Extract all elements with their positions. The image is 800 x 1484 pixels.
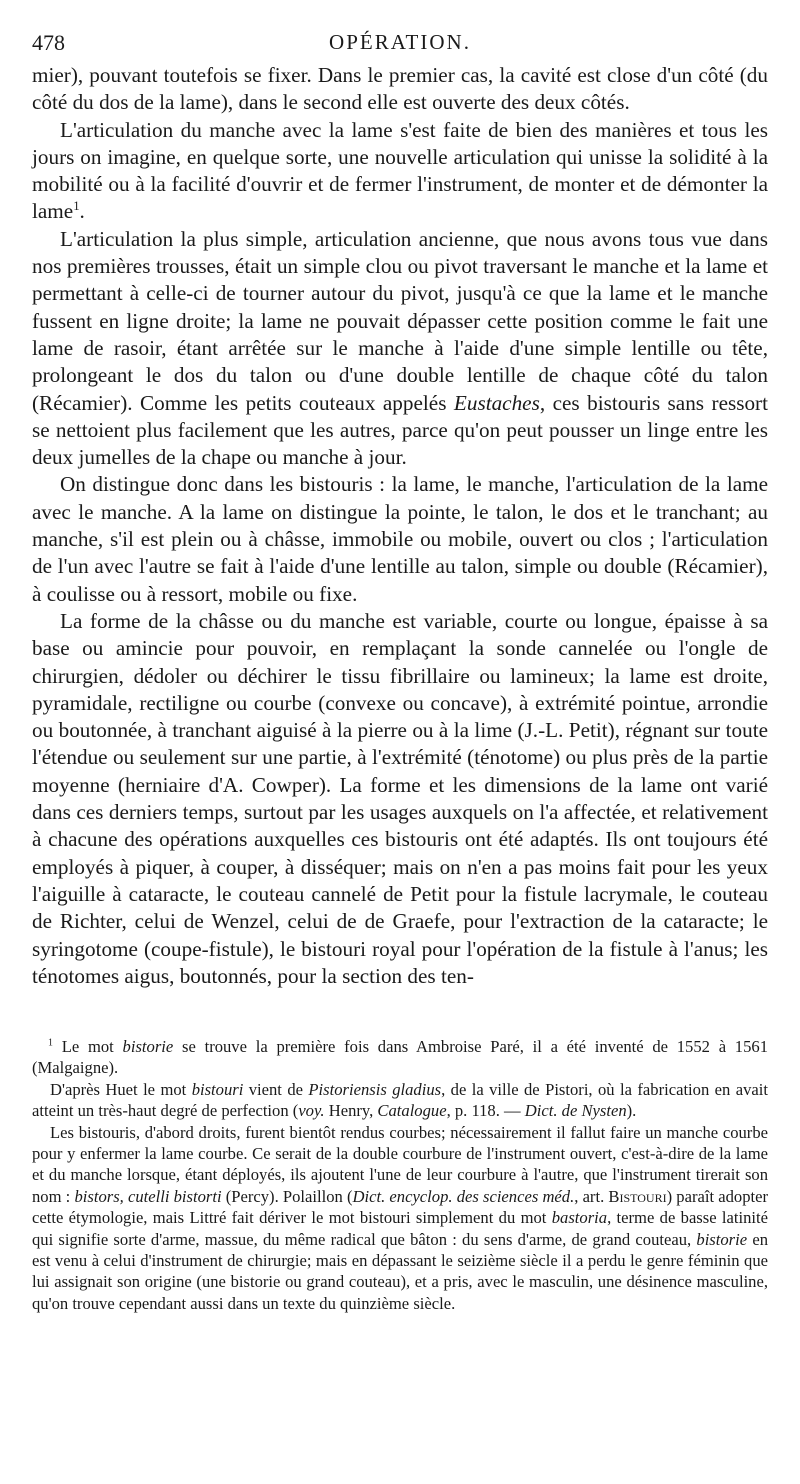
italic-term: Eustaches <box>453 390 540 415</box>
paragraph-text: L'articulation du manche avec la lame s'est faite de bien des manières et tous les jours on imagine, en quelque sorte, une nouvelle articulation qui unisse la solidité à la mobilité ou à la facilité d'ouvrir et de fermer l'instrument, de monter et de démonter la lame <box>32 117 768 224</box>
italic-term: Dict. de Nysten <box>524 1101 627 1121</box>
footnote-mark: 1 <box>48 1037 53 1049</box>
footnote-text: Les bistouris, d'abord droits, furent bientôt rendus courbes; nécessairement il fallut faire un manche courbe pour y enfermer la lame courbe. Ce serait de la double courbure de l'instrument ouvert, c'est-à-dire de la lame et du manche lorsque, étant déployés, ils ajoutent l'une de leur courbure à l'autre, que l'instrument tirerait son nom : <box>32 1122 768 1206</box>
footnotes <box>32 1036 768 1314</box>
running-head: OPÉRATION. <box>329 30 471 54</box>
italic-term: bistorie <box>696 1229 748 1249</box>
paragraph-distinctions: On distingue donc dans les bistouris : la lame, le manche, l'articulation de la lame avec le manche. A la lame on distingue la pointe, le talon, le dos et le tranchant; au manche, s'il est plein ou à châsse, immobile ou mobile, ouvert ou clos ; l'articulation de l'un avec l'autre se fait à l'aide d'une lentille au talon, simple ou double (Récamier), à coulisse ou à ressort, mobile ou fixe. <box>32 472 768 606</box>
italic-term: bistors, cutelli bistorti <box>74 1186 222 1206</box>
paragraph-end: . <box>79 199 85 224</box>
small-caps-term: Bistouri <box>608 1186 667 1206</box>
footnote-text: Le mot <box>52 1037 123 1056</box>
footnote-text: , terme de basse latinité qui signifie sorte d'arme, massue, du même radical que bâton : du sens d'arme, de grand couteau, <box>32 1208 768 1249</box>
paragraph-forms: La forme de la châsse ou du manche est variable, courte ou longue, épaisse à sa base ou amincie pour pouvoir, en remplaçant la sonde cannelée ou l'ongle de chirurgien, dédoler ou déchirer le tissu fibrillaire ou lamineux; la lame est droite, pyramidale, rectiligne ou courbe (convexe ou concave), à extrémité pointue, arrondie ou boutonnée, à tranchant aiguisé à la pierre ou à la lime (J.-L. Petit), régnant sur toute l'étendue ou seulement sur une partie, à l'extrémité (ténotome) ou plus près de la partie moyenne (herniaire d'A. Cowper). La forme et les dimensions de la lame ont varié dans ces derniers temps, surtout par les usages auxquels on l'a affectée, et relativement à chacune des opérations auxquelles ces bistouris ont été adaptés. Ils ont toujours été employés à piquer, à couper, à disséquer; mais on n'en a pas moins fait pour les yeux l'aiguille à cataracte, le couteau cannelé de Petit pour la fistule lacrymale, le couteau de Richter, celui de Wenzel, celui de de Graefe, pour l'extraction de la cataracte; le syringotome (coupe-fistule), le bistouri royal pour l'opération de la fistule à l'anus; les ténotomes aigus, boutonnés, pour la section des ten- <box>32 608 768 988</box>
footnote-text: vient de <box>243 1079 309 1099</box>
footnote-text: , p. 118. — <box>446 1101 525 1121</box>
footnote-text: (Percy). Polaillon ( <box>221 1186 353 1206</box>
footnote-huet <box>32 1079 768 1122</box>
italic-term: Catalogue <box>377 1101 447 1121</box>
italic-term: bistouri <box>191 1079 244 1099</box>
footnote-text: se trouve la première fois dans Ambroise Paré, il a été inventé de 1552 à 1561 (Malgaigne). <box>32 1037 768 1078</box>
page-number: 478 <box>32 30 65 55</box>
paragraph-articulation <box>32 117 768 226</box>
footnote-etymology <box>32 1122 768 1315</box>
page-header <box>32 30 768 60</box>
italic-term: Dict. encyclop. des sciences méd. <box>352 1186 575 1206</box>
italic-term: bastoria <box>551 1208 608 1228</box>
footnote-text: D'après Huet le mot <box>50 1079 192 1099</box>
main-text <box>32 62 768 990</box>
paragraph-text: L'articulation la plus simple, articulation ancienne, que nous avons tous vue dans nos premières trousses, était un simple clou ou pivot traversant le manche et la lame et permettant à celle-ci de tourner autour du pivot, jusqu'à ce que la lame et le manche fussent en ligne droite; la lame ne pouvait dépasser cette position comme le fait une lame de rasoir, étant arrêtée sur le manche à l'aide d'une simple lentille ou tête, prolongeant le dos du talon ou d'une double lentille de chaque côté du talon (Récamier). Comme les petits couteaux appelés <box>32 226 768 415</box>
footnote-text: Henry, <box>324 1101 378 1121</box>
footnote-text: , art. <box>574 1186 609 1206</box>
italic-term: voy. <box>298 1101 325 1121</box>
footnote-text: ). <box>626 1101 637 1121</box>
italic-term: Pistoriensis gladius <box>308 1079 442 1099</box>
footnote-ref: 1 <box>73 199 80 214</box>
footnote-text: ) paraît adopter cette étymologie, mais Littré fait dériver le mot bistouri simplement du mot <box>32 1186 768 1228</box>
footnote-text: , de la ville de Pistori, où la fabrication en avait atteint un très-haut degré de perfection ( <box>32 1079 768 1121</box>
paragraph-text: , ces bistouris sans ressort se nettoient plus facilement que les autres, parce qu'on peut pousser un linge entre les deux jumelles de la chape ou manche à jour. <box>32 390 768 470</box>
footnote-1 <box>32 1036 768 1079</box>
footnote-text: en est venu à celui d'instrument de chirurgie; mais en dépassant le seizième siècle il a perdu le genre féminin que lui assignait son origine (une bistorie ou grand couteau), et a pris, avec le masculin, une désinence masculine, qu'on trouve cependant aussi dans un texte du quinzième siècle. <box>32 1229 768 1313</box>
italic-term: bistorie <box>122 1037 174 1056</box>
paragraph-continued: mier), pouvant toutefois se fixer. Dans le premier cas, la cavité est close d'un côté (du côté du dos de la lame), dans le second elle est ouverte des deux côtés. <box>32 63 768 115</box>
paragraph-simple-articulation <box>32 226 768 472</box>
